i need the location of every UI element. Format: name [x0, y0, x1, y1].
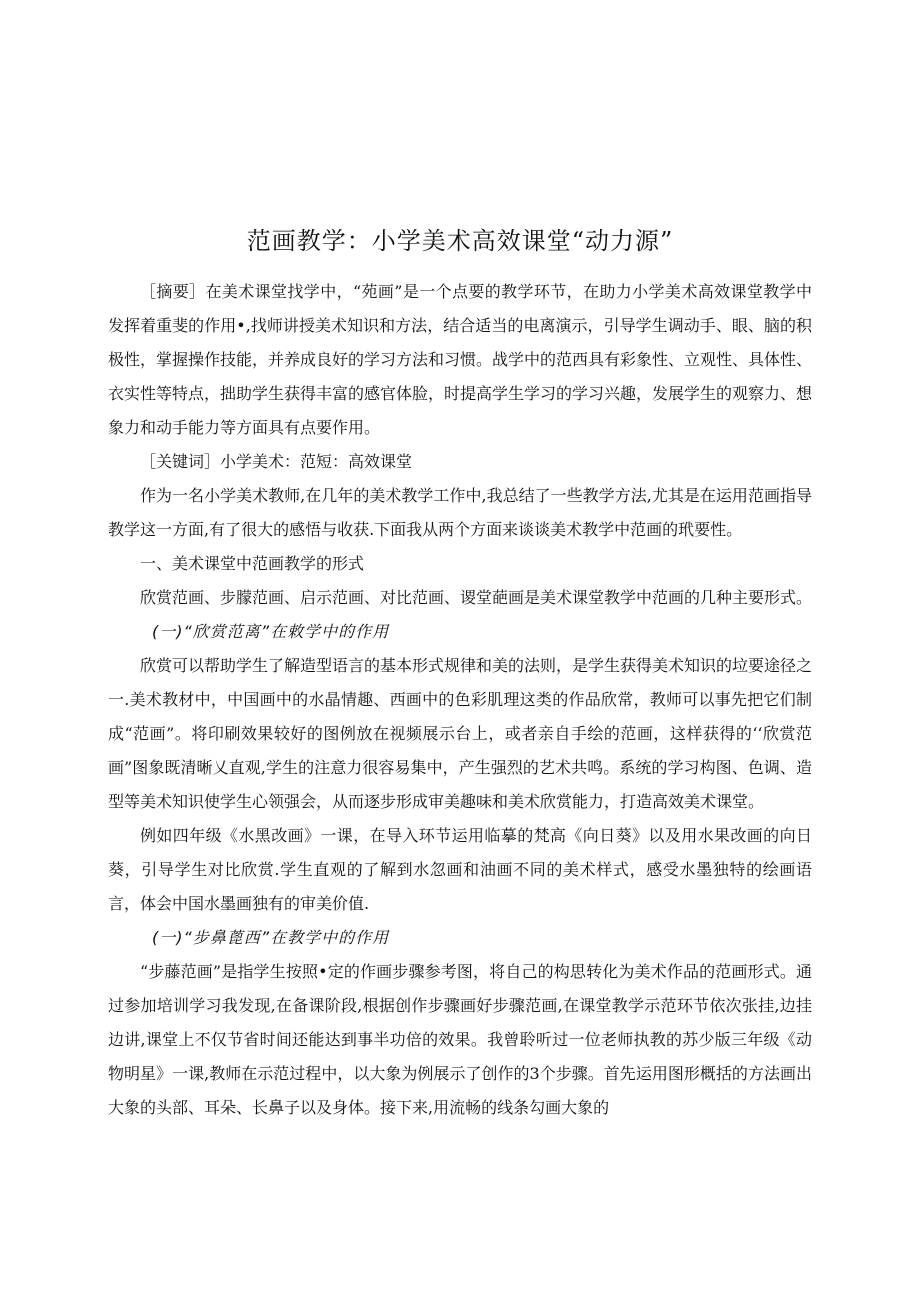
document-title: 范画教学：小学美术高效课堂“动力源”	[246, 227, 674, 255]
keywords-paragraph: ［关键词］小学美术：范短：高效课堂	[140, 452, 413, 471]
subsection-heading-steps: (一)“步鼻蓖西”在教学中的作用	[152, 928, 390, 947]
subsection-heading-appreciation: (一)“欣赏范离”在敕学中的作用	[152, 622, 390, 641]
abstract-paragraph: ［摘要］在美术课堂找学中，“苑画”是一个点要的教学环节，在助力小学美术高效课堂教学中发挥着重斐的作用•,找师讲授美术知识和方法，结合适当的电离演示，引导学生调动手、眼、脑的积极性，掌握操作技能，并养成良好的学习方法和习惯。战学中的范西具有彩象性、立观性、具体性、衣实性等特点，拙助学生获得丰富的感官体脸，时提高学生学习的学习兴趣，发展学生的观察力、想象力和动手能力等方面具有点要作用。	[108, 282, 813, 437]
document-body	[108, 275, 812, 1125]
steps-paragraph: “步藤范画”是指学生按照•定的作画步骤参考图，将自己的构思转化为美术作品的范画形式。通过参加培训学习我发现,在备课阶段,根据创作步骤画好步骤范画,在课堂教学示范环节依次张挂,边挂边讲,课堂上不仅节省时间还能达到事半功倍的效果。我曾聆听过一位老师执教的苏少版三年级《动物明星》一课,教师在示范过程中，以大象为例展示了创作的3个步骤。首先运用图形概括的方法画出大象的头部、耳朵、长鼻子以及身体。接下来,用流畅的线条勾画大象的	[108, 962, 812, 1117]
section-heading: 一、美术课堂中范画教学的形式	[140, 554, 365, 573]
example-paragraph: 例如四年级《水黑改画》一课，在导入环节运用临摹的梵高《向日葵》以及用水果改画的向日葵，引导学生对比欣赏.学生直观的了解到水忽画和油画不同的美术样式，感受水墨独特的绘画语言，体会中国水墨画独有的审美价值.	[108, 826, 812, 913]
appreciation-paragraph: 欣赏可以帮助学生了解造型语言的基本形式规律和美的法则，是学生获得美术知识的垃要途径之一.美术教材中，中国画中的水晶情趣、西画中的色彩肌理这类的作品欣常，教师可以事先把它们制成“范画”。将印刷效果较好的图例放在视频展示台上，或者亲自手绘的范画，这样获得的‘‘欣赏范画”图象既清晰乂直观,学生的注意力很容易集中，产生强烈的艺术共鸣。系统的学习构图、色调、造型等美术知识使学生心领强会，从而逐步形成审美趣味和美术欣赏能力，打造高效美术课堂。	[108, 656, 813, 811]
intro-paragraph: 作为一名小学美术教师,在几年的美术教学工作中,我总结了一些教学方法,尤其是在运用范画指导教学这一方面,有了很大的感悟与收获.下面我从两个方面来谈谈美术教学中范画的玳要性。	[108, 486, 812, 539]
forms-paragraph: 欣赏范画、步朦范画、启示范画、对比范画、谡堂葩画是美术课堂教学中范画的几种主要形式。	[140, 588, 813, 607]
